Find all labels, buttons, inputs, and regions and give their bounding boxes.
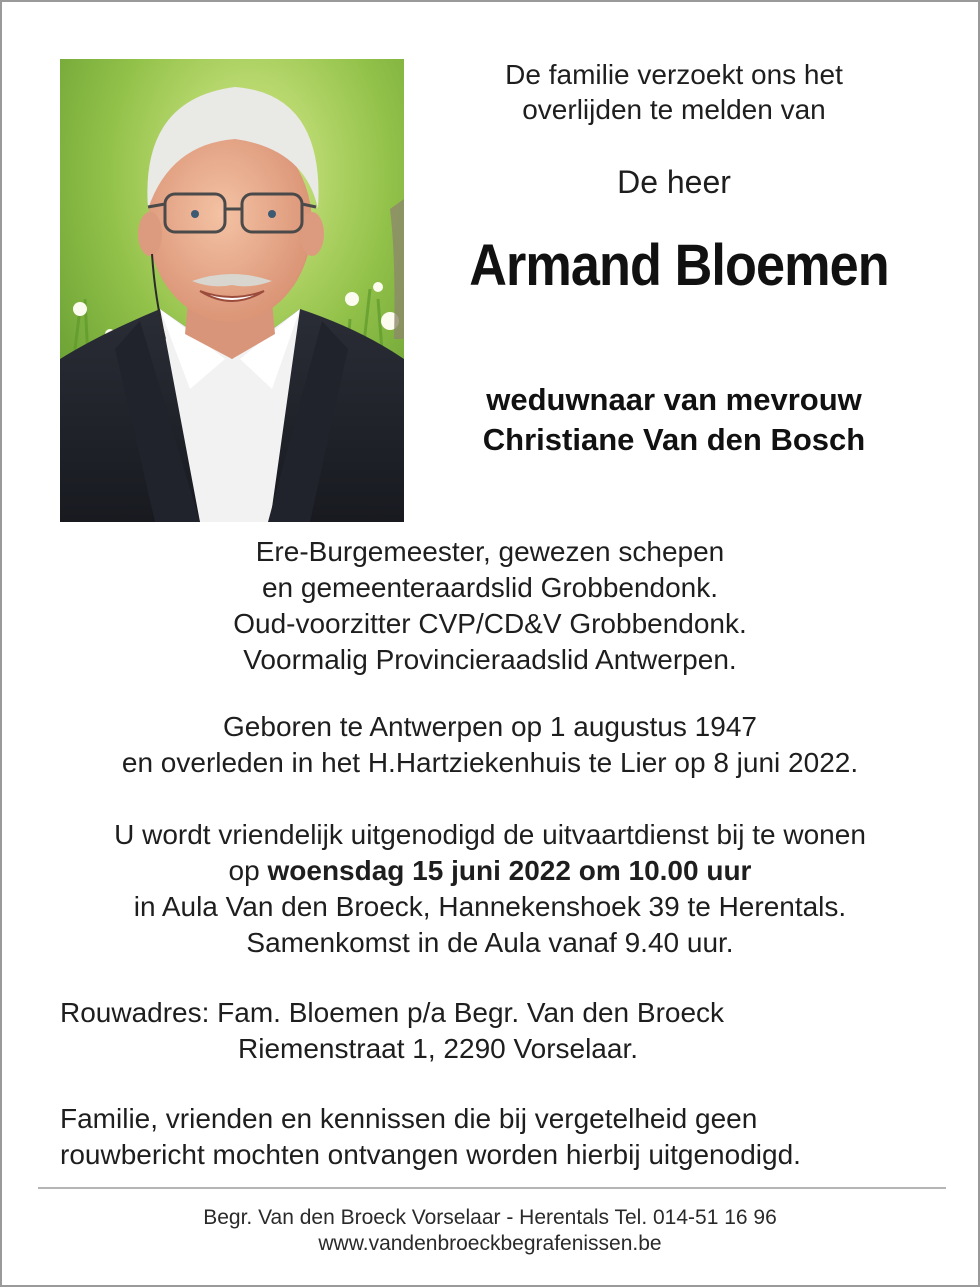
- service-line-1: U wordt vriendelijk uitgenodigd de uitvaartdienst bij te wonen: [114, 819, 866, 850]
- service-date-prefix: op: [228, 855, 268, 886]
- widow-line-1: weduwnaar van mevrouw: [486, 382, 862, 417]
- service-date-time: woensdag 15 juni 2022 om 10.00 uur: [267, 855, 752, 886]
- footer: [2, 1205, 978, 1257]
- service-line-4: Samenkomst in de Aula vanaf 9.40 uur.: [246, 927, 734, 958]
- funeral-service-block: [2, 817, 978, 961]
- widow-text: [432, 380, 916, 460]
- birth-line: Geboren te Antwerpen op 1 augustus 1947: [223, 711, 757, 742]
- footer-contact: Begr. Van den Broeck Vorselaar - Herentals Tel. 014-51 16 96: [203, 1206, 777, 1229]
- widow-line-2: Christiane Van den Bosch: [482, 422, 866, 457]
- footer-website-link[interactable]: www.vandenbroeckbegrafenissen.be: [318, 1232, 662, 1255]
- title-line-4: Voormalig Provincieraadslid Antwerpen.: [243, 644, 737, 675]
- mourning-address-line-1: Rouwadres: Fam. Bloemen p/a Begr. Van den Broeck: [60, 997, 725, 1028]
- titles-block: [2, 534, 978, 678]
- footer-divider: [38, 1187, 946, 1189]
- intro-line-2: overlijden te melden van: [522, 94, 826, 125]
- title-line-3: Oud-voorzitter CVP/CD&V Grobbendonk.: [233, 608, 747, 639]
- birth-death-block: [2, 709, 978, 781]
- invitation-text: [60, 1101, 801, 1173]
- invite-line-1: Familie, vrienden en kennissen die bij vergetelheid geen: [60, 1103, 758, 1134]
- service-line-2: [2, 853, 978, 889]
- service-line-3: in Aula Van den Broeck, Hannekenshoek 39 te Herentals.: [133, 891, 847, 922]
- invite-line-2: rouwbericht mochten ontvangen worden hierbij uitgenodigd.: [60, 1139, 801, 1170]
- portrait-photo: [60, 59, 404, 522]
- deceased-name: Armand Bloemen: [469, 233, 889, 298]
- death-line: en overleden in het H.Hartziekenhuis te Lier op 8 juni 2022.: [121, 747, 859, 778]
- mourning-address-line-2: Riemenstraat 1, 2290 Vorselaar.: [238, 1033, 639, 1064]
- intro-text: [432, 57, 916, 127]
- title-line-2: en gemeenteraardslid Grobbendonk.: [261, 572, 719, 603]
- intro-line-1: De familie verzoekt ons het: [505, 59, 843, 90]
- title-line-1: Ere-Burgemeester, gewezen schepen: [255, 536, 725, 567]
- salutation: De heer: [617, 164, 731, 200]
